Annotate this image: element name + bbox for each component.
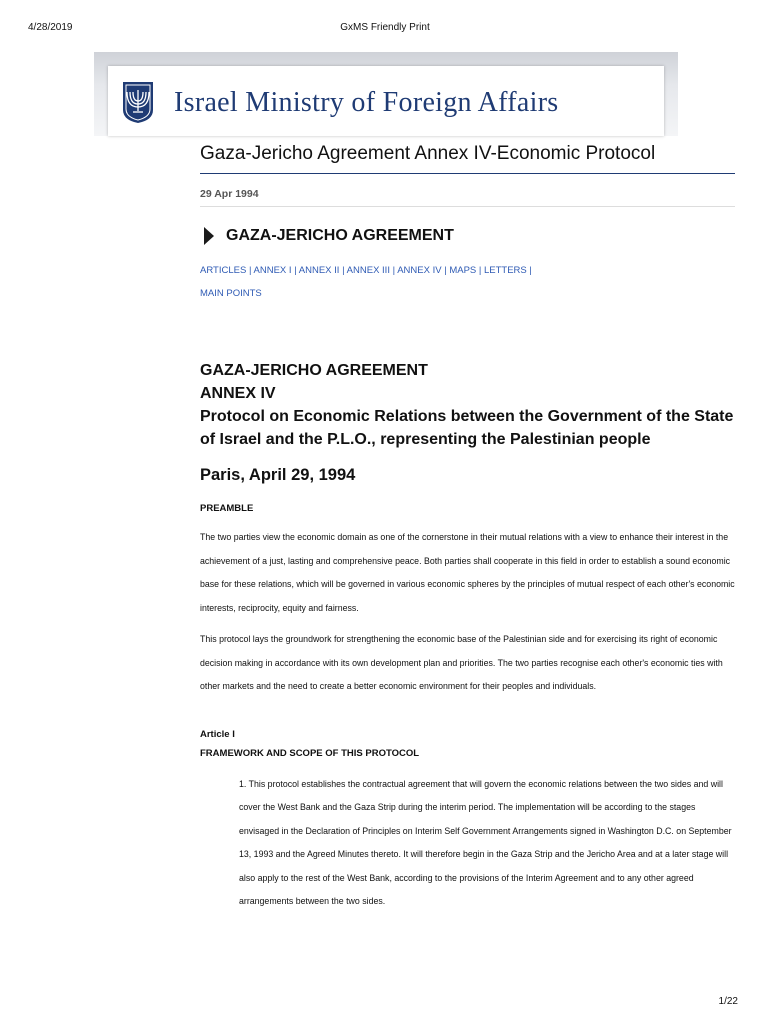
- annex-title: ANNEX IV: [200, 385, 276, 402]
- nav-link-letters[interactable]: LETTERS: [484, 265, 527, 276]
- section-heading-label: GAZA-JERICHO AGREEMENT: [226, 227, 454, 244]
- article-paragraph-1: 1. This protocol establishes the contractual agreement that will govern the economic relations between the two sides and will cover the West Bank and the Gaza Strip during the interim period. The implementation will be according to the stages envisaged in the Declaration of Principles on Interim Self Government Arrangements signed in Washington D.C. on September 13, 1993 and the Agreed Minutes thereto. It will therefore begin in the Gaza Strip and the Jericho Area and at a later stage will also apply to the rest of the West Bank, according to the provisions of the Interim Agreement and to any other agreed arrangements between the two sides.: [239, 778, 732, 906]
- nav-link-main-points[interactable]: MAIN POINTS: [200, 288, 262, 299]
- annex-nav: ARTICLES | ANNEX I | ANNEX II | ANNEX III | ANNEX IV | MAPS | LETTERS | MAIN POINTS: [200, 265, 532, 299]
- preamble-paragraph-2: This protocol lays the groundwork for strengthening the economic base of the Palestinian side and for exercising its right of economic decision making in accordance with its own development plan and priorities. The two parties recognise each other's economic ties with other markets and the need to create a better economic environment for their peoples and individuals.: [200, 634, 723, 691]
- print-title: GxMS Friendly Print: [340, 22, 430, 33]
- ministry-name: Israel Ministry of Foreign Affairs: [174, 87, 559, 118]
- preamble-paragraph-1: The two parties view the economic domain as one of the cornerstone in their mutual relations with a view to enhance their interest in the achievement of a just, lasting and comprehensive peace. Both parties shall cooperate in this field in order to establish a sound economic base for these relations, which will be governed in various economic spheres by the principles of mutual respect of each other's economic interests, reciprocity, equity and fairness.: [200, 532, 735, 613]
- page-title: Gaza-Jericho Agreement Annex IV-Economic Protocol: [200, 140, 735, 174]
- document-heading: [200, 359, 735, 487]
- nav-link-articles[interactable]: ARTICLES: [200, 265, 247, 276]
- main-content: [200, 140, 735, 914]
- article-title: FRAMEWORK AND SCOPE OF THIS PROTOCOL: [200, 747, 420, 759]
- article-label: Article I: [200, 728, 235, 740]
- place-date: Paris, April 29, 1994: [200, 466, 356, 484]
- nav-link-annex-4[interactable]: ANNEX IV: [397, 265, 442, 276]
- protocol-title: Protocol on Economic Relations between the Government of the State of Israel and the P.L.O., representing the Palestinian people: [200, 408, 734, 448]
- site-banner: [94, 52, 678, 136]
- menorah-emblem-icon: [120, 80, 156, 124]
- banner-panel: [108, 66, 664, 136]
- document-title: GAZA-JERICHO AGREEMENT: [200, 362, 428, 379]
- publish-date: 29 Apr 1994: [200, 174, 735, 207]
- print-date: 4/28/2019: [28, 22, 73, 33]
- page-number: 1/22: [718, 996, 738, 1007]
- nav-link-annex-3[interactable]: ANNEX III: [346, 265, 390, 276]
- section-heading: [200, 225, 735, 247]
- nav-link-maps[interactable]: MAPS: [449, 265, 477, 276]
- nav-link-annex-2[interactable]: ANNEX II: [298, 265, 340, 276]
- arrow-right-icon: [204, 227, 214, 245]
- nav-link-annex-1[interactable]: ANNEX I: [253, 265, 292, 276]
- preamble-label: PREAMBLE: [200, 503, 254, 514]
